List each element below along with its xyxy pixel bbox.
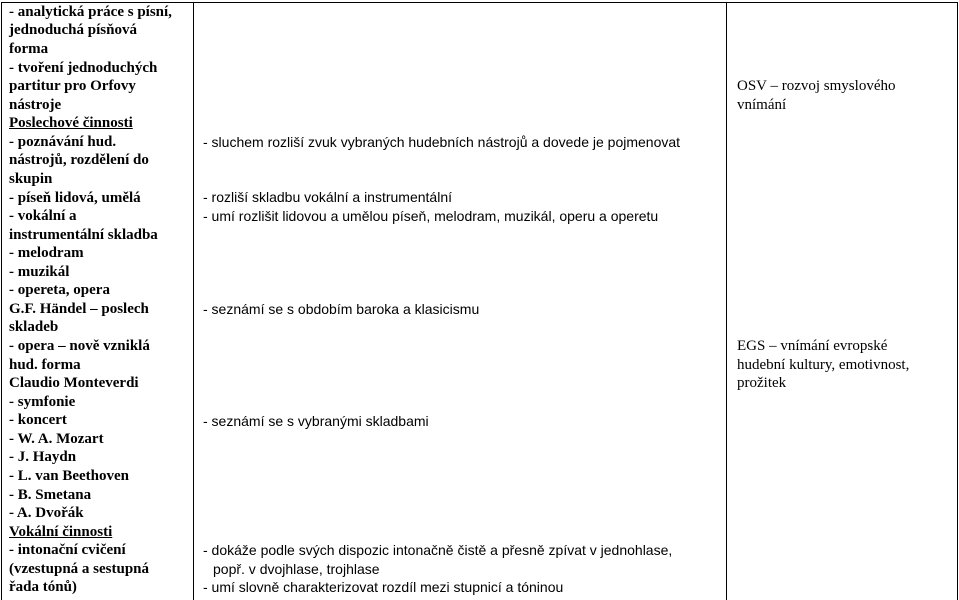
topic-line: - muzikál [9,264,70,280]
topic-line: - píseň lidová, umělá [9,190,141,206]
topic-line: instrumentální skladba [9,227,158,243]
theme-line: vnímání [737,97,787,113]
theme-line: hudební kultury, emotivnost, [737,357,910,373]
topic-line: - A. Dvořák [9,505,84,521]
topic-line: - melodram [9,245,84,261]
table-top-border [1,2,958,3]
topic-line: Claudio Monteverdi [9,375,139,391]
topic-line: - tvoření jednoduchých [9,60,158,76]
outcome-line: - umí slovně charakterizovat rozdíl mezi stupnicí a tóninou [203,579,564,595]
column-divider-2 [726,2,727,600]
topic-line: jednoduchá písňová [9,22,137,38]
topic-line: - intonační cvičení [9,542,126,558]
topic-line: - poznávání hud. [9,134,117,150]
topic-line: - J. Haydn [9,449,77,465]
topic-line: - opereta, opera [9,282,110,298]
outcome-line: - umí rozlišit lidovou a umělou píseň, melodram, muzikál, operu a operetu [203,208,659,224]
theme-line: EGS – vnímání evropské [737,338,888,354]
topic-line: partitur pro Orfovy [9,78,136,94]
topic-line: - L. van Beethoven [9,468,129,484]
section-heading-listening: Poslechové činnosti [9,115,133,131]
table-right-border [957,2,958,600]
table-left-border [1,2,2,600]
topic-line: - vokální a [9,208,77,224]
topic-line: G.F. Händel – poslech [9,301,149,317]
topic-line: forma [9,41,49,57]
topic-line: - symfonie [9,394,76,410]
outcome-line: - seznámí se s vybranými skladbami [203,413,429,429]
theme-line: OSV – rozvoj smyslového [737,78,896,94]
topic-line: - W. A. Mozart [9,431,104,447]
topic-line: skupin [9,171,53,187]
topic-line: - analytická práce s písní, [9,4,172,20]
topic-line: - B. Smetana [9,487,92,503]
outcome-line: - seznámí se s obdobím baroka a klasicismu [203,301,480,317]
topic-line: (vzestupná a sestupná [9,561,150,577]
topic-line: nástrojů, rozdělení do [9,152,149,168]
outcome-line: - sluchem rozliší zvuk vybraných hudebních nástrojů a dovede je pojmenovat [203,134,681,150]
section-heading-vocal: Vokální činnosti [9,524,113,540]
topic-line: skladeb [9,319,59,335]
topic-line: - koncert [9,412,67,428]
topic-line: hud. forma [9,357,81,373]
topic-line: řada tónů) [9,579,77,595]
outcome-line: - dokáže podle svých dispozic intonačně čistě a přesně zpívat v jednohlase, [203,542,673,558]
topic-line: - opera – nově vzniklá [9,338,150,354]
outcome-line: - rozliší skladbu vokální a instrumentální [203,189,452,205]
topic-line: nástroje [9,97,62,113]
outcome-line: popř. v dvojhlase, trojhlase [213,561,380,577]
column-divider-1 [193,2,194,600]
theme-line: prožitek [737,375,787,391]
